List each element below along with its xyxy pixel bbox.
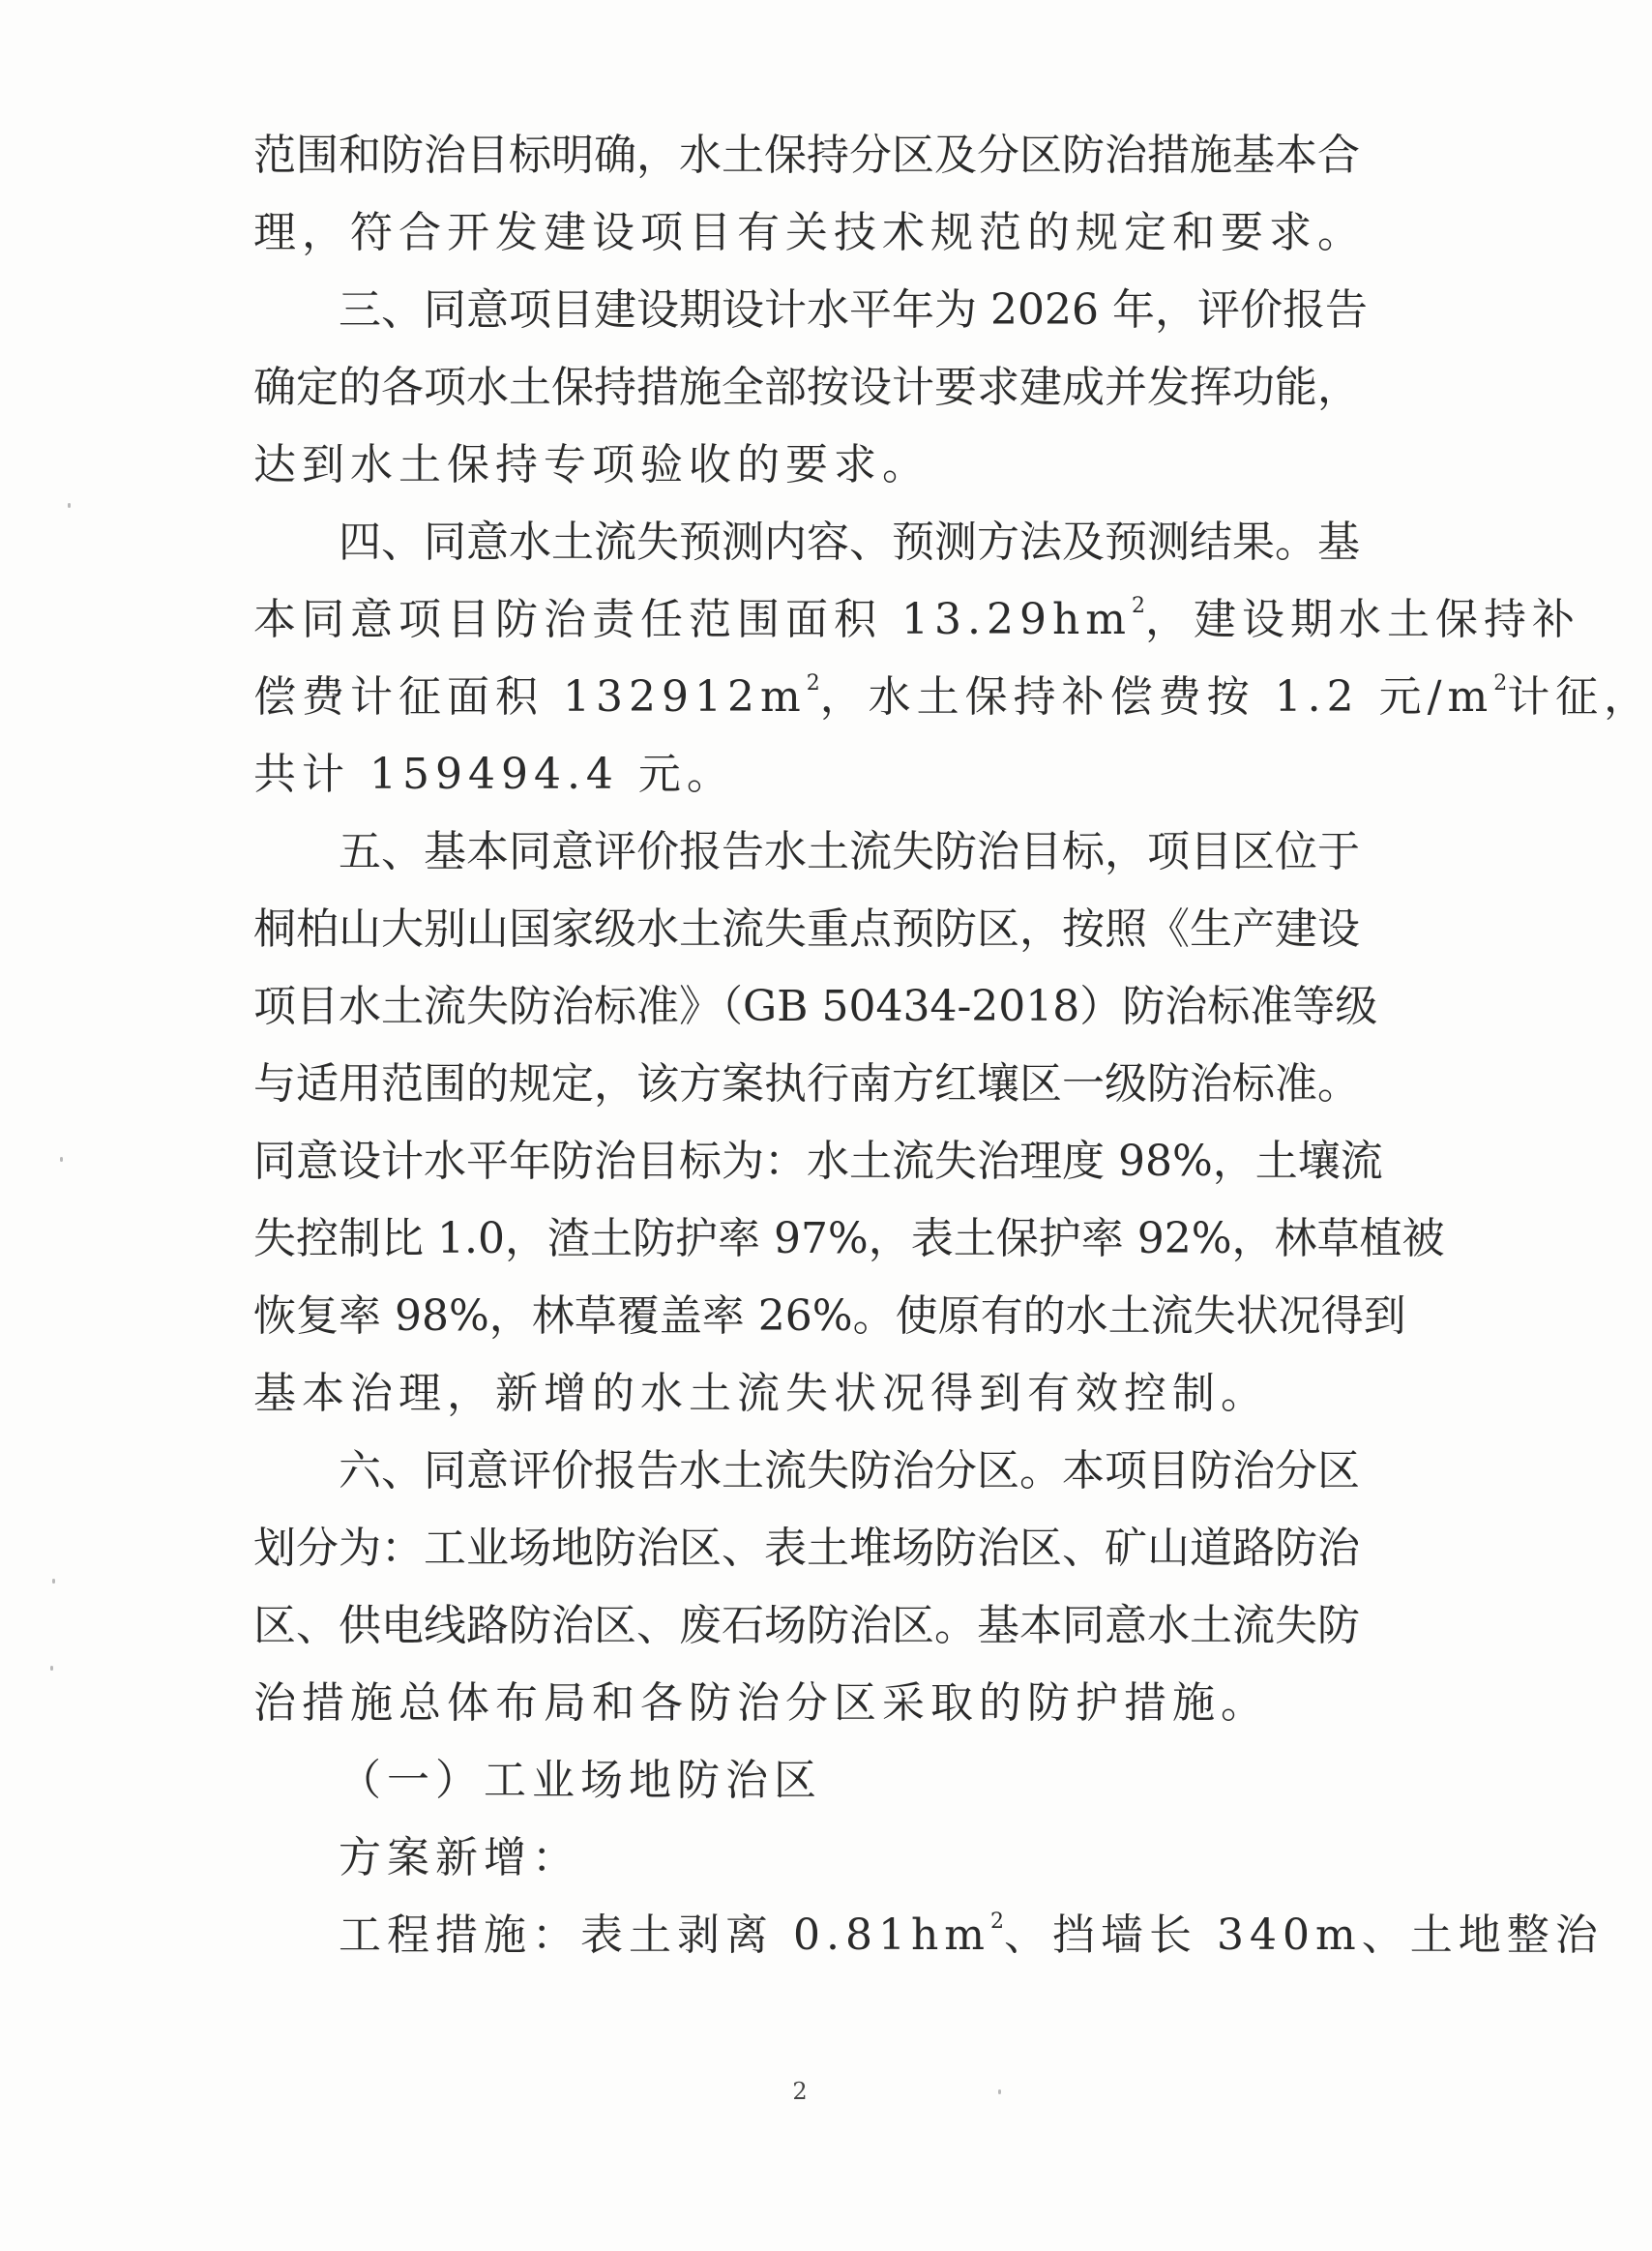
body-line: 确定的各项水土保持措施全部按设计要求建成并发挥功能，	[253, 363, 1360, 412]
body-line: 区、供电线路防治区、废石场防治区。基本同意水土流失防	[253, 1601, 1360, 1650]
text-run: 计征，	[1507, 672, 1652, 722]
body-line: 治措施总体布局和各防治分区采取的防护措施。	[253, 1678, 1269, 1728]
body-line: 范围和防治目标明确，水土保持分区及分区防治措施基本合	[253, 131, 1360, 180]
body-line: 理，符合开发建设项目有关技术规范的规定和要求。	[253, 208, 1366, 257]
paragraph-four-line: 四、同意水土流失预测内容、预测方法及预测结果。基	[339, 518, 1360, 567]
text-run: ，建设期水土保持补	[1145, 595, 1581, 644]
body-line	[253, 659, 1652, 736]
body-line: 桐柏山大别山国家级水土流失重点预防区，按照《生产建设	[253, 904, 1360, 954]
body-line: 同意设计水平年防治目标为：水土流失治理度 98%，土壤流	[253, 1137, 1383, 1186]
page-number: 2	[792, 2078, 808, 2105]
text-run: 工程措施：表土剥离 0.81hm	[339, 1910, 991, 1960]
superscript: 2	[1132, 594, 1146, 618]
paragraph-three-line: 三、同意项目建设期设计水平年为 2026 年，评价报告	[339, 285, 1368, 335]
text-run: 偿费计征面积 132912m	[253, 672, 807, 722]
scan-speck	[50, 1666, 53, 1671]
body-line: 失控制比 1.0，渣土防护率 97%，表土保护率 92%，林草植被	[253, 1214, 1445, 1263]
scan-speck	[998, 2089, 1001, 2094]
body-line: 达到水土保持专项验收的要求。	[253, 440, 930, 489]
body-line: 共计 159494.4 元。	[253, 750, 735, 799]
superscript: 2	[1493, 671, 1508, 696]
text-run: 、挡墙长 340m、土地整治	[1004, 1910, 1604, 1960]
subheading-industrial-site: （一）工业场地防治区	[339, 1756, 822, 1805]
body-line: 恢复率 98%，林草覆盖率 26%。使原有的水土流失状况得到	[253, 1291, 1406, 1341]
body-line: 项目水土流失防治标准》（GB 50434-2018）防治标准等级	[253, 982, 1378, 1031]
scan-speck	[60, 1157, 63, 1162]
body-line: 基本治理，新增的水土流失状况得到有效控制。	[253, 1369, 1269, 1418]
scan-speck	[68, 503, 71, 508]
body-line	[253, 581, 1581, 659]
scan-speck	[52, 1579, 55, 1584]
paragraph-six-line: 六、同意评价报告水土流失防治分区。本项目防治分区	[339, 1446, 1360, 1496]
superscript: 2	[990, 1910, 1005, 1934]
label-scheme-additions: 方案新增：	[339, 1833, 580, 1882]
text-run: ，水土保持补偿费按 1.2 元/m	[819, 672, 1494, 722]
body-line: 与适用范围的规定，该方案执行南方红壤区一级防治标准。	[253, 1059, 1360, 1109]
body-line: 划分为：工业场地防治区、表土堆场防治区、矿山道路防治	[253, 1524, 1360, 1573]
engineering-measures-line	[339, 1897, 1604, 1974]
superscript: 2	[806, 671, 820, 696]
paragraph-five-line: 五、基本同意评价报告水土流失防治目标，项目区位于	[339, 827, 1360, 876]
text-run: 本同意项目防治责任范围面积 13.29hm	[253, 595, 1133, 644]
